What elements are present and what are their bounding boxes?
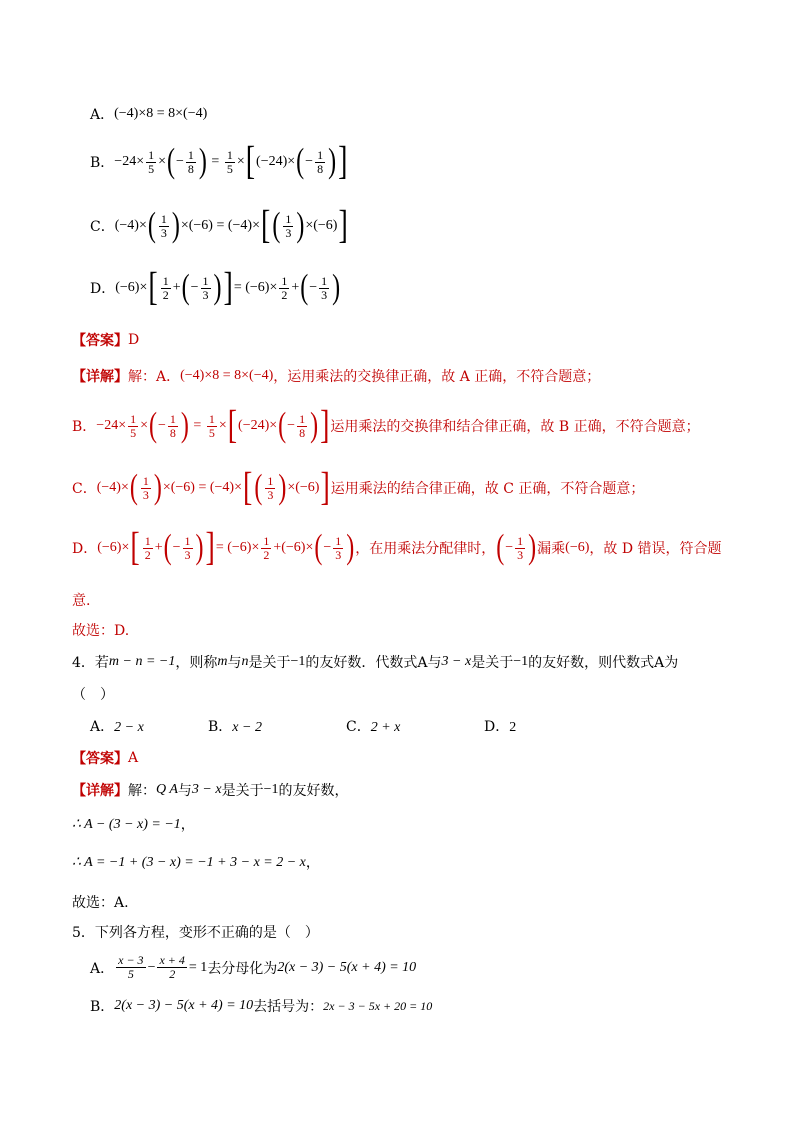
detail-tag: 【详解】 xyxy=(72,783,128,799)
answer-value: D xyxy=(128,332,140,348)
expr-tail: ×(−6) xyxy=(305,218,338,233)
detail-text: ，运用乘法的交换律正确，故 A 正确，不符合题意； xyxy=(273,369,601,385)
expr-mid: ×(−6) = (−4)× xyxy=(180,218,260,233)
q3-choose xyxy=(72,620,794,640)
detail-expression: (−4)×8 = 8×(−4) xyxy=(180,368,274,383)
option-c-line: C． (−4)× ( $\frac{1}{3}$ ) ×(−6) = (−4)× [ ( $\frac{1}{3}$ ) ×(−6) ] xyxy=(90,202,348,248)
detail-text: 意. xyxy=(72,593,91,609)
q4-option-b: B．x − 2 xyxy=(208,719,262,735)
fraction: $\frac{1}{3}$ xyxy=(202,273,209,302)
answer-value: A xyxy=(128,750,139,766)
option-label: A． xyxy=(90,107,115,123)
option-expression: (−4)×8 = 8×(−4) xyxy=(114,106,208,121)
answer-tag: 【答案】 xyxy=(72,751,128,767)
fraction: $\frac{1}{8}$ xyxy=(317,147,324,176)
fraction: $\frac{1}{5}$ xyxy=(226,147,233,176)
fraction: $\frac{1}{8}$ xyxy=(187,147,194,176)
q5-stem xyxy=(72,922,794,942)
fraction: $\frac{1}{3}$ xyxy=(285,211,292,240)
question-stem: 5．下列各方程，变形不正确的是（ ） xyxy=(72,925,319,941)
q4-paren: （ ） xyxy=(72,687,114,703)
option-label: D． xyxy=(90,281,116,297)
detail-label: C． xyxy=(72,481,97,497)
detail-label: B． xyxy=(72,419,97,435)
detail-text: 解：A． xyxy=(128,369,181,385)
expr-lead: (−6)× xyxy=(115,280,148,295)
q4-detail-1: 【详解】 解： Q A 与 3 − x 是关于 −1 的友好数， xyxy=(72,782,349,799)
q3-detail-c: C． (−4)× ( $\frac{1}{3}$ ) ×(−6) = (−4)× [ ( $\frac{1}{3}$ ) ×(−6) ] 运用乘法的结合律正确，故 C 正确，不符合题意； xyxy=(72,464,645,510)
option-b-line: B． −24× $\frac{1}{5}$ × ( − $\frac{1}{8}$ ) = $\frac{1}{5}$ × [ (−24)× ( − $\frac{1}{8}$ ) ] xyxy=(90,138,348,184)
condition-expression: m − n = −1 xyxy=(108,654,176,669)
option-label: C． xyxy=(90,219,115,235)
detail-text: ，故 D 错误，符合题 xyxy=(589,541,722,557)
expr-lead: (−4)× xyxy=(114,218,147,233)
choose-text: 故选：D. xyxy=(72,623,130,639)
q3-detail-b: B． −24× $\frac{1}{5}$ × ( − $\frac{1}{8}$ ) = $\frac{1}{5}$ × [ (−24)× ( − $\frac{1}{8}$ ) ] 运用乘法的交换律和结合律正确，故 B 正确，不符合题意； xyxy=(72,402,700,448)
option-label: B． xyxy=(90,999,115,1015)
answer-tag: 【答案】 xyxy=(72,333,128,349)
q4-option-a: A．2 − x xyxy=(90,719,144,735)
q4-option-c: C．2 + x xyxy=(346,719,401,735)
q4-step-1: ∴ A − (3 − x) = −1 ， xyxy=(72,816,195,833)
expr-inner: (−24)× xyxy=(256,154,296,169)
option-label: A． xyxy=(90,960,115,977)
step-expression: ∴ A = −1 + (3 − x) = −1 + 3 − x = 2 − x xyxy=(72,854,306,870)
fraction: $\frac{1}{5}$ xyxy=(148,147,155,176)
fraction: $\frac{1}{3}$ xyxy=(321,273,328,302)
detail-expression: (−6) xyxy=(565,540,590,555)
option-a-line xyxy=(90,104,794,124)
expr-lead: −24× xyxy=(114,154,145,169)
q3-answer xyxy=(72,330,794,350)
detail-tag: 【详解】 xyxy=(72,369,128,385)
fraction: $\frac{x + 4}{2}$ xyxy=(159,953,185,981)
detail-label: D． xyxy=(72,541,98,557)
step-expression: ∴ A − (3 − x) = −1 xyxy=(72,816,181,832)
q5-option-b: B． 2(x − 3) − 5(x + 4) = 10 去括号为： 2x − 3 − 5x + 20 = 10 xyxy=(90,998,433,1015)
choose-text: 故选：A. xyxy=(72,895,129,911)
detail-text: 漏乘 xyxy=(537,541,566,557)
q4-answer xyxy=(72,748,794,768)
fraction: $\frac{1}{2}$ xyxy=(281,273,288,302)
q4-options xyxy=(90,716,794,736)
q4-stem: 4．若 m − n = −1 ，则称 m 与 n 是关于 −1 的友好数．代数式A与 3 − x 是关于 −1 的友好数，则代数式A为 xyxy=(72,654,679,671)
fraction: $\frac{1}{2}$ xyxy=(162,273,169,302)
fraction: $\frac{1}{3}$ xyxy=(160,211,167,240)
detail-text: 运用乘法的结合律正确，故 C 正确，不符合题意； xyxy=(330,481,645,497)
option-d-line: D． (−6)× [ $\frac{1}{2}$ + ( − $\frac{1}{3}$ ) ] = (−6)× $\frac{1}{2}$ + ( − $\frac{1}{3}$ ) xyxy=(90,264,341,310)
detail-text: ，在用乘法分配律时， xyxy=(355,541,496,557)
q3-detail-a xyxy=(72,366,794,386)
q5-option-a: A． $\frac{x - 3}{5}$ − $\frac{x + 4}{2}$ = 1 去分母化为 2(x − 3) − 5(x + 4) = 10 xyxy=(90,953,417,981)
q3-detail-cont xyxy=(72,590,794,610)
option-label: B． xyxy=(90,155,115,171)
q4-step-2: ∴ A = −1 + (3 − x) = −1 + 3 − x = 2 − x ， xyxy=(72,854,320,871)
q3-detail-d: D． (−6)× [ $\frac{1}{2}$ + ( − $\frac{1}{3}$ ) ] = (−6)× $\frac{1}{2}$ +(−6)× ( − $\frac{1}{3}$ ) ，在用乘法分配律时， ( − $\frac{1}{3}$ ) 漏乘 (−6) ，故 D 错误，符合题 xyxy=(72,524,722,570)
fraction: $\frac{x - 3}{5}$ xyxy=(118,953,144,981)
expr-mid: = (−6)× xyxy=(233,280,278,295)
q4-option-d: D．2 xyxy=(484,719,517,735)
q4-choose xyxy=(72,892,794,912)
detail-text: 运用乘法的交换律和结合律正确，故 B 正确，不符合题意； xyxy=(330,419,700,435)
